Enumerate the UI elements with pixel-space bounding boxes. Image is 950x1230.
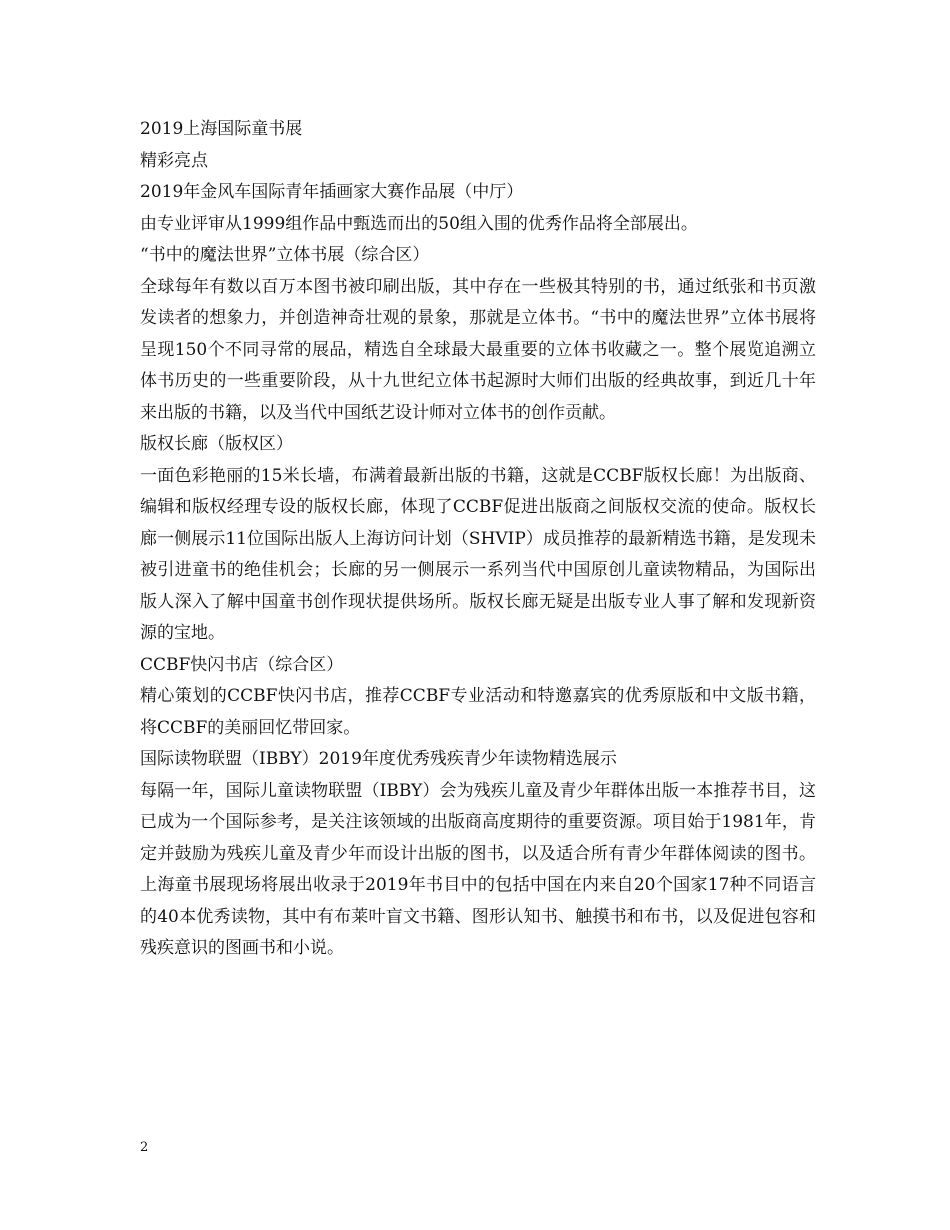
page-number: 2 — [140, 1140, 149, 1155]
section-heading-popup-bookstore: CCBF快闪书店（综合区） — [140, 654, 344, 675]
section-heading-illustrator-exhibition: 2019年金风车国际青年插画家大赛作品展（中厅） — [140, 182, 524, 202]
section-heading-ibby: 国际读物联盟（IBBY）2019年度优秀残疾青少年读物精选展示 — [140, 749, 617, 769]
paragraph-popup-bookstore: 精心策划的CCBF快闪书店，推荐CCBF专业活动和特邀嘉宾的优秀原版和中文版书籍，将CCBF的美丽回忆带回家。 — [140, 686, 816, 738]
document-body — [140, 114, 816, 965]
section-heading-rights-gallery: 版权长廊（版权区） — [140, 434, 293, 454]
document-title: 2019上海国际童书展 — [140, 119, 303, 139]
section-heading-highlights: 精彩亮点 — [140, 150, 208, 171]
section-heading-popup-books: “书中的魔法世界”立体书展（综合区） — [140, 245, 430, 265]
paragraph-popup-books: 全球每年有数以百万本图书被印刷出版，其中存在一些极其特别的书，通过纸张和书页激发读者的想象力，并创造神奇壮观的景象，那就是立体书。“书中的魔法世界”立体书展将呈现150个不同寻常的展品，精选自全球最大最重要的立体书收藏之一。整个展览追溯立体书历史的一些重要阶段，从十九世纪立体书起源时大师们出版的经典故事，到近几十年来出版的书籍，以及当代中国纸艺设计师对立体书的创作贡献。 — [140, 276, 816, 423]
paragraph-illustrator-exhibition: 由专业评审从1999组作品中甄选而出的50组入围的优秀作品将全部展出。 — [140, 213, 698, 234]
paragraph-rights-gallery: 一面色彩艳丽的15米长墙，布满着最新出版的书籍，这就是CCBF版权长廊！为出版商、编辑和版权经理专设的版权长廊，体现了CCBF促进出版商之间版权交流的使命。版权长廊一侧展示11位国际出版人上海访问计划（SHVIP）成员推荐的最新精选书籍，是发现未被引进童书的绝佳机会；长廊的另一侧展示一系列当代中国原创儿童读物精品，为国际出版人深入了解中国童书创作现状提供场所。版权长廊无疑是出版专业人事了解和发现新资源的宝地。 — [140, 465, 816, 643]
paragraph-ibby: 每隔一年，国际儿童读物联盟（IBBY）会为残疾儿童及青少年群体出版一本推荐书目，这已成为一个国际参考，是关注该领域的出版商高度期待的重要资源。项目始于1981年，肯定并鼓励为残疾儿童及青少年而设计出版的图书，以及适合所有青少年群体阅读的图书。上海童书展现场将展出收录于2019年书目中的包括中国在内来自20个国家17种不同语言的40本优秀读物，其中有布莱叶盲文书籍、图形认知书、触摸书和布书，以及促进包容和残疾意识的图画书和小说。 — [140, 780, 816, 958]
